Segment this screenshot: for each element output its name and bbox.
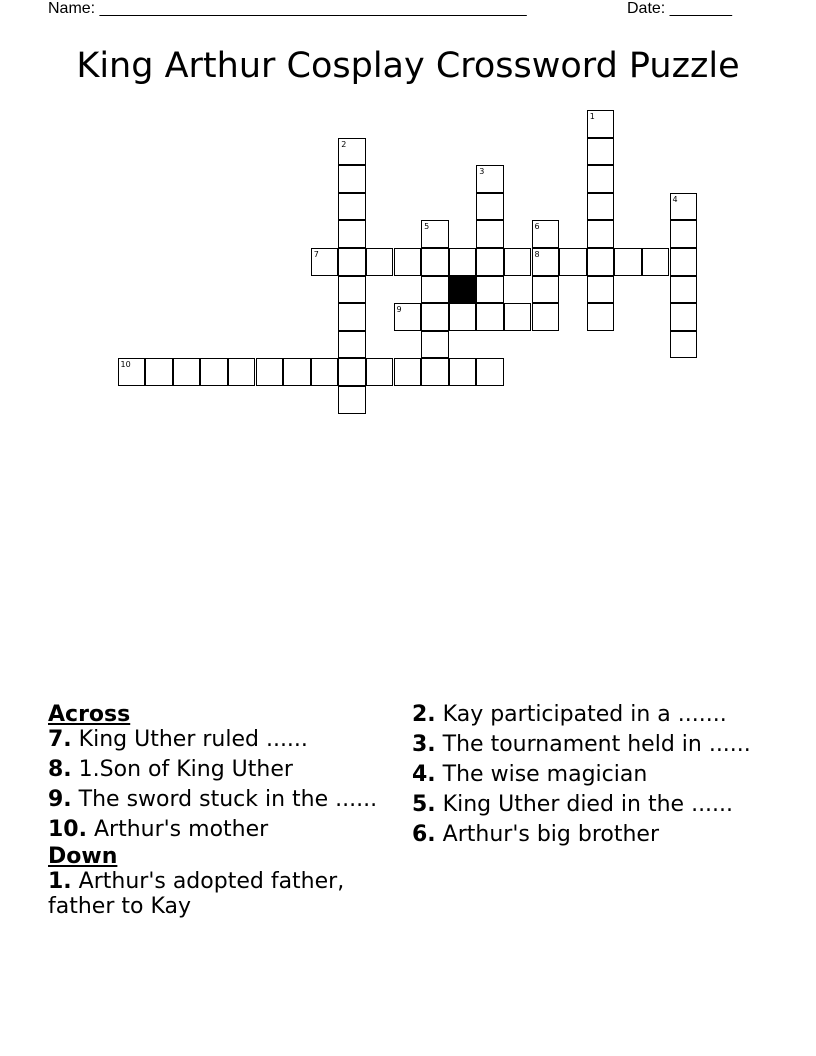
grid-cell[interactable] (173, 358, 201, 386)
grid-cell[interactable] (476, 276, 504, 304)
grid-cell[interactable] (421, 358, 449, 386)
grid-cell[interactable] (504, 248, 532, 276)
grid-cell[interactable] (476, 165, 504, 193)
grid-cell[interactable] (587, 248, 615, 276)
grid-cell[interactable] (338, 386, 366, 414)
grid-cell[interactable] (338, 358, 366, 386)
grid-cell[interactable] (311, 248, 339, 276)
grid-cell[interactable] (559, 248, 587, 276)
cell-number-label: 10 (120, 360, 131, 370)
clue-down-3: 3. The tournament held in ...... (412, 732, 751, 757)
grid-cell[interactable] (338, 248, 366, 276)
grid-cell[interactable] (532, 220, 560, 248)
grid-cell[interactable] (338, 276, 366, 304)
grid-cell[interactable] (670, 303, 698, 331)
grid-cell[interactable] (338, 138, 366, 166)
grid-cell[interactable] (587, 193, 615, 221)
grid-cell[interactable] (587, 110, 615, 138)
grid-cell[interactable] (366, 358, 394, 386)
grid-cell[interactable] (587, 303, 615, 331)
grid-cell[interactable] (670, 220, 698, 248)
grid-black-cell (449, 276, 477, 304)
cell-number-label: 9 (396, 305, 402, 315)
across-heading: Across (48, 702, 131, 727)
grid-cell[interactable] (394, 248, 422, 276)
down-heading: Down (48, 844, 118, 869)
grid-cell[interactable] (476, 193, 504, 221)
clue-down-2: 2. Kay participated in a ....... (412, 702, 727, 727)
cell-number-label: 2 (341, 139, 347, 149)
grid-cell[interactable] (338, 193, 366, 221)
cell-number-label: 8 (534, 250, 540, 259)
grid-cell[interactable] (421, 331, 449, 359)
grid-cell[interactable] (366, 248, 394, 276)
cell-number-label: 4 (672, 194, 678, 204)
cell-number-label: 7 (313, 250, 319, 259)
grid-cell[interactable] (338, 220, 366, 248)
grid-cell[interactable] (449, 248, 477, 276)
grid-cell[interactable] (670, 193, 698, 221)
grid-cell[interactable] (476, 248, 504, 276)
grid-cell[interactable] (145, 358, 173, 386)
grid-cell[interactable] (421, 248, 449, 276)
grid-cell[interactable] (118, 358, 146, 386)
clue-down-4: 4. The wise magician (412, 762, 648, 787)
clues-left-column (48, 702, 388, 924)
clue-across-7: 7. King Uther ruled ...... (48, 727, 308, 752)
name-field-label: Name: ________________________________________________ (48, 0, 527, 17)
grid-cell[interactable] (587, 276, 615, 304)
cell-number-label: 6 (534, 222, 540, 232)
grid-cell[interactable] (421, 220, 449, 248)
grid-cell[interactable] (449, 303, 477, 331)
clue-down-6: 6. Arthur's big brother (412, 822, 659, 847)
grid-cell[interactable] (614, 248, 642, 276)
cell-number-label: 1 (589, 112, 595, 121)
grid-cell[interactable] (532, 248, 560, 276)
grid-cell[interactable] (670, 248, 698, 276)
grid-cell[interactable] (587, 165, 615, 193)
grid-cell[interactable] (200, 358, 228, 386)
date-field-label: Date: _______ (627, 0, 732, 17)
cell-number-label: 3 (479, 167, 485, 177)
grid-cell[interactable] (421, 276, 449, 304)
grid-cell[interactable] (532, 303, 560, 331)
grid-cell[interactable] (311, 358, 339, 386)
grid-cell[interactable] (587, 138, 615, 166)
clue-across-9: 9. The sword stuck in the ...... (48, 787, 378, 812)
grid-cell[interactable] (476, 303, 504, 331)
clue-across-10: 10. Arthur's mother (48, 817, 269, 842)
grid-cell[interactable] (394, 303, 422, 331)
clue-down-5: 5. King Uther died in the ...... (412, 792, 734, 817)
grid-cell[interactable] (338, 303, 366, 331)
cell-number-label: 5 (424, 222, 430, 232)
grid-cell[interactable] (476, 220, 504, 248)
clue-across-8: 8. 1.Son of King Uther (48, 757, 293, 782)
grid-cell[interactable] (338, 331, 366, 359)
grid-cell[interactable] (670, 276, 698, 304)
grid-cell[interactable] (228, 358, 256, 386)
grid-cell[interactable] (256, 358, 284, 386)
grid-cell[interactable] (476, 358, 504, 386)
grid-cell[interactable] (394, 358, 422, 386)
grid-cell[interactable] (642, 248, 670, 276)
clues-right-column (412, 702, 772, 852)
grid-cell[interactable] (504, 303, 532, 331)
grid-cell[interactable] (670, 331, 698, 359)
grid-cell[interactable] (421, 303, 449, 331)
grid-cell[interactable] (532, 276, 560, 304)
grid-cell[interactable] (587, 220, 615, 248)
grid-cell[interactable] (338, 165, 366, 193)
page-title: King Arthur Cosplay Crossword Puzzle (76, 46, 740, 86)
grid-cell[interactable] (283, 358, 311, 386)
grid-cell[interactable] (449, 358, 477, 386)
clue-down-1: 1. Arthur's adopted father, father to Kay (48, 869, 345, 919)
